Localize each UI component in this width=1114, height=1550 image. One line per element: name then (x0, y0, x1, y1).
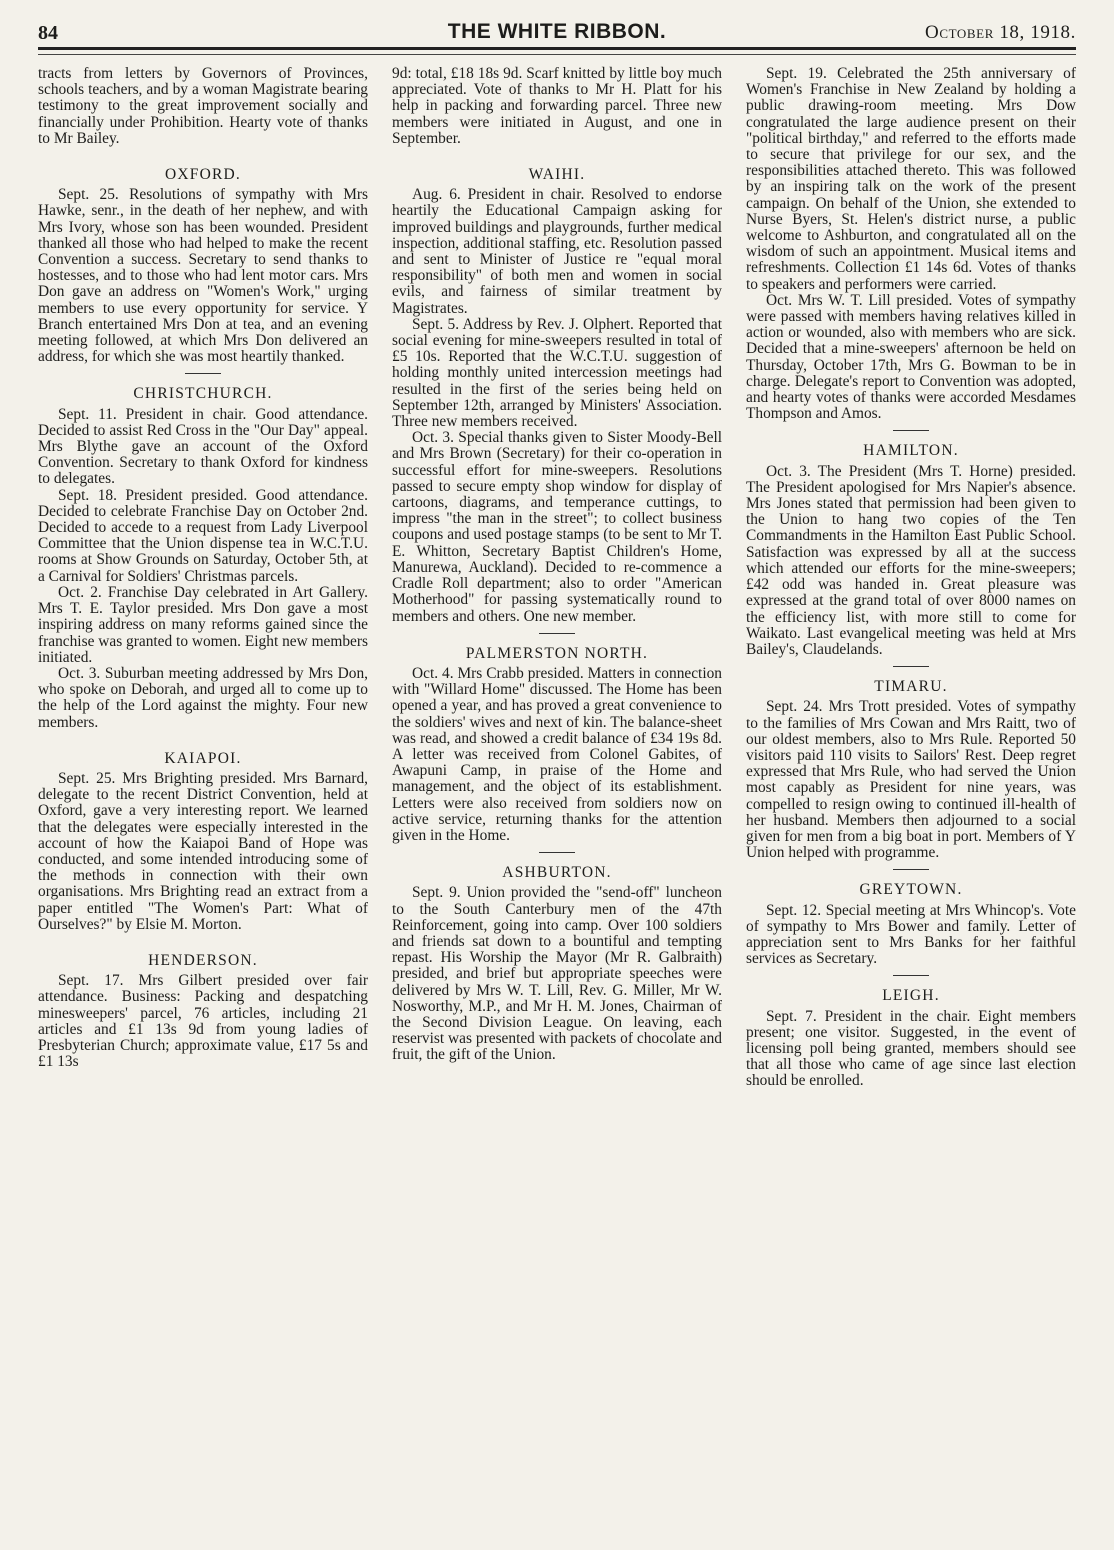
issue-date: October 18, 1918. (925, 22, 1076, 43)
section-divider (185, 373, 221, 374)
column-2 (392, 66, 722, 1064)
christchurch-paragraph: Sept. 11. President in chair. Good attendance. Decided to assist Red Cross in the "Our Day" appeal. Mrs Blythe gave an account of the Oxford Convention. Secretary to thank Oxford for kindness to delegates. (38, 405, 368, 488)
continued-paragraph: 9d: total, £18 18s 9d. Scarf knitted by little boy much appreciated. Vote of thanks to Mr H. Platt for his help in packing and forwarding parcel. Three new members were initiated in August, and one in September. (392, 65, 722, 147)
section-title-leigh: LEIGH. (882, 987, 940, 1005)
hamilton-paragraph: Oct. 3. The President (Mrs T. Horne) presided. The President apologised for Mrs Napier's absence. Mrs Jones stated that permission had been given to the Union to hang two copies of the Ten Commandments in the Hamilton East Public School. Satisfaction was expressed by all at the success which attended our efforts for the mine-sweepers; £42 odd was handed in. Great pleasure was expressed at the grand total of over 8000 names on the efficiency list, with more still to come for Waikato. Last evangelical meeting was held at Mrs Bailey's, Claudelands. (746, 462, 1076, 658)
section-divider (893, 430, 929, 431)
publication-title: THE WHITE RIBBON. (447, 20, 667, 43)
page-number: 84 (38, 22, 58, 44)
section-title-palmerston-north: PALMERSTON NORTH. (465, 644, 649, 662)
palmerston-north-paragraph: Oct. 4. Mrs Crabb presided. Matters in connection with "Willard Home" discussed. The Home has been opened a year, and has proved a great convenience to the soldiers' wives and next of kin. The balance-sheet was read, and showed a credit balance of £34 19s 8d. A letter was received from Colonel Gabites, of Awapuni Camp, in praise of the Home and management, and the object of its establishment. Letters were also received from soldiers now on active service, returning thanks for the attention given in the Home. (392, 664, 722, 844)
waihi-paragraph: Oct. 3. Special thanks given to Sister Moody-Bell and Mrs Brown (Secretary) for their co-operation in successful effort for mine-sweepers. Resolutions passed to secure empty shop window for display of cartoons, diagrams, and temperance cuttings, to impress "the man in the street"; to collect business coupons and used postage stamps (to be sent to Mr T. E. Whitton, Secretary Baptist Children's Home, Manurewa, Auckland). Decided to re-commence a Cradle Roll department; also to order "American Motherhood" for passing systematically round to members and others. One new member. (392, 429, 722, 625)
section-divider (893, 975, 929, 976)
section-title-christchurch: CHRISTCHURCH. (133, 385, 273, 403)
column-3 (746, 66, 1076, 1090)
christchurch-paragraph: Oct. 3. Suburban meeting addressed by Mrs Don, who spoke on Deborah, and urged all to come up to the help of the Lord against the mighty. Four new members. (38, 664, 368, 731)
column-1 (38, 66, 368, 1070)
section-title-timaru: TIMARU. (874, 678, 948, 696)
section-divider (893, 869, 929, 870)
oxford-paragraph: Sept. 25. Resolutions of sympathy with Mrs Hawke, senr., in the death of her nephew, and with Mrs Ivory, whose son has been wounded. President thanked all those who had helped to make the recent Convention a success. Secretary to send thanks to hostesses, and to those who had lent motor cars. Mrs Don gave an address on "Women's Work," urging members to use every opportunity for service. Y Branch entertained Mrs Don at tea, and an evening meeting followed, at which Mrs Don delivered an address, for which she was most heartily thanked. (38, 186, 368, 366)
christchurch-paragraph: Sept. 18. President presided. Good attendance. Decided to celebrate Franchise Day on October 2nd. Decided to accede to a request from Lady Liverpool Committee that the Union dispense tea in W.C.T.U. rooms at Show Grounds on Saturday, October 5th, at a Carnival for Soldiers' Christmas parcels. (38, 486, 368, 585)
continued-paragraph: tracts from letters by Governors of Provinces, schools teachers, and by a woman Magistrate bearing testimony to the great improvement socially and financially under Prohibition. Hearty vote of thanks to Mr Bailey. (38, 65, 368, 147)
henderson-paragraph: Sept. 17. Mrs Gilbert presided over fair attendance. Business: Packing and despatching minesweepers' parcel, 76 articles, including 21 articles and £1 13s 9d from young ladies of Presbyterian Church; approximate value, £17 5s and £1 13s (38, 972, 368, 1071)
timaru-paragraph: Sept. 24. Mrs Trott presided. Votes of sympathy to the families of Mrs Cowan and Mrs Raitt, two of our oldest members, also to Mrs Rule. Reported 50 visitors paid 110 visits to Sailors' Rest. Deep regret expressed that Mrs Rule, who had served the Union most capably as President for nine years, was compelled to resign owing to continued ill-health of her husband. Members then adjourned to a social given for men from a big boat in port. Members of Y Union helped with programme. (746, 698, 1076, 862)
ashburton-paragraph: Sept. 9. Union provided the "send-off" luncheon to the South Canterbury men of the 47th Reinforcement, going into camp. Over 100 soldiers and friends sat down to a bountiful and tempting repast. His Worship the Mayor (Mr R. Galbraith) presided, and brief but appropriate speeches were delivered by Mrs W. T. Lill, Rev. G. Miller, Mr W. Nosworthy, M.P., and Mr H. M. Jones, Chairman of the Second Division League. On leaving, each reservist was presented with packets of chocolate and fruit, the gift of the Union. (392, 884, 722, 1064)
header-rule-thick (38, 47, 1076, 50)
section-divider (539, 633, 575, 634)
waihi-paragraph: Aug. 6. President in chair. Resolved to endorse heartily the Educational Campaign asking for improved buildings and playgrounds, further medical inspection, additional staffing, etc. Resolution passed and sent to Minister of Justice re "equal moral responsibility" of both men and women in social evils, and fairness of similar treatment by Magistrates. (392, 186, 722, 317)
greytown-paragraph: Sept. 12. Special meeting at Mrs Whincop's. Vote of sympathy to Mrs Bower and family. Letter of appreciation sent to Mrs Banks for her faithful services as Secretary. (746, 901, 1076, 968)
section-title-ashburton: ASHBURTON. (502, 864, 612, 882)
header-rule-thin (38, 54, 1076, 55)
christchurch-paragraph: Oct. 2. Franchise Day celebrated in Art Gallery. Mrs T. E. Taylor presided. Mrs Don gave a most inspiring address on many reforms gained since the franchise was granted to women. Eight new members initiated. (38, 583, 368, 666)
section-title-henderson: HENDERSON. (148, 951, 258, 969)
section-divider (893, 666, 929, 667)
section-title-kaiapoi: KAIAPOI. (164, 749, 242, 767)
ashburton-paragraph: Oct. Mrs W. T. Lill presided. Votes of sympathy were passed with members having relatives killed in action or wounded, also with members who are sick. Decided that a mine-sweepers' afternoon be held on Thursday, October 17th, Mrs G. Bowman to be in charge. Delegate's report to Convention was adopted, and hearty votes of thanks were accorded Mesdames Thompson and Amos. (746, 291, 1076, 423)
section-title-waihi: WAIHI. (528, 166, 586, 184)
section-title-greytown: GREYTOWN. (859, 881, 963, 899)
section-title-oxford: OXFORD. (164, 166, 241, 184)
ashburton-paragraph: Sept. 19. Celebrated the 25th anniversary of Women's Franchise in New Zealand by holding a public drawing-room meeting. Mrs Dow congratulated the large audience present on their "political birthday," and referred to the efforts made to secure that privilege for our sex, and the responsibilities attached thereto. This was followed by an inspiring talk on the work of the present campaign. On behalf of the Union, she extended to Nurse Byers, St. Helen's district nurse, a public welcome to Ashburton, and congratulated all on the wisdom of such an appointment. Musical items and refreshments. Collection £1 14s 6d. Votes of thanks to speakers and performers were carried. (746, 65, 1076, 293)
section-divider (539, 852, 575, 853)
section-title-hamilton: HAMILTON. (863, 442, 959, 460)
waihi-paragraph: Sept. 5. Address by Rev. J. Olphert. Reported that social evening for mine-sweepers resulted in total of £5 10s. Reported that the W.C.T.U. suggestion of holding monthly united intercession meetings had resulted in the first of the series being held on September 12th, arranged by Ministers' Association. Three new members received. (392, 315, 722, 431)
leigh-paragraph: Sept. 7. President in the chair. Eight members present; one visitor. Suggested, in the event of licensing poll being granted, members should see that all those who came of age since last election should be enrolled. (746, 1007, 1076, 1090)
kaiapoi-paragraph: Sept. 25. Mrs Brighting presided. Mrs Barnard, delegate to the recent District Convention, held at Oxford, gave a very interesting report. We learned that the delegates were especially interested in the account of how the Kaiapoi Band of Hope was conducted, and some intended introducing some of the methods in connection with their own organisations. Mrs Brighting read an extract from a paper entitled "The Women's Part: What of Ourselves?" by Elsie M. Morton. (38, 769, 368, 933)
